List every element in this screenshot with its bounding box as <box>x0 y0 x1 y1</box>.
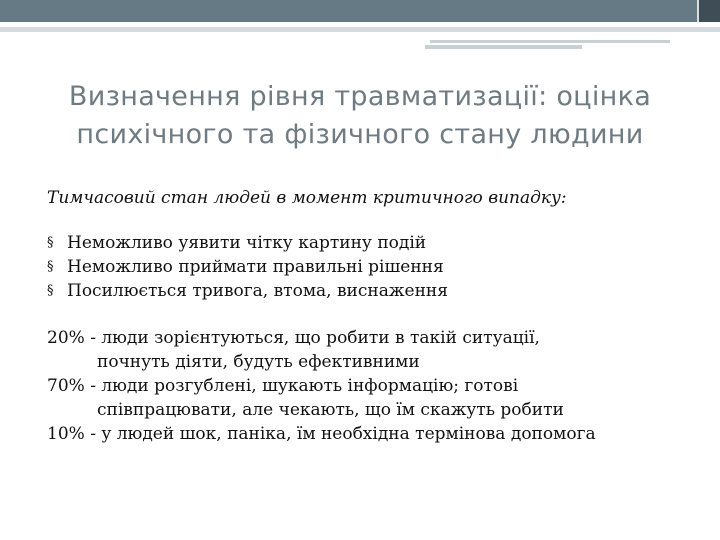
header-divider-line <box>0 27 720 32</box>
bullet-text: Посилюється тривога, втома, виснаження <box>67 281 448 301</box>
bullet-item <box>47 231 687 255</box>
statistic-item <box>47 326 687 374</box>
statistics-block <box>47 326 687 446</box>
decorative-line-lower <box>425 45 582 49</box>
slide-title <box>40 78 680 154</box>
bullet-item <box>47 279 687 303</box>
header-corner-block <box>697 0 720 22</box>
decorative-line-upper <box>430 40 670 43</box>
statistic-line: 70% - люди розгублені, шукають інформацію; готові <box>47 376 519 396</box>
header-band <box>0 0 720 22</box>
bullet-marker-icon: § <box>47 259 54 274</box>
statistic-item <box>47 422 687 446</box>
statistic-line: 10% - у людей шок, паніка, їм необхідна термінова допомога <box>47 424 596 444</box>
bullet-list <box>47 231 687 303</box>
statistic-line: 20% - люди зорієнтуються, що робити в такій ситуації, <box>47 328 540 348</box>
slide-title-line-2: психічного та фізичного стану людини <box>76 119 644 150</box>
bullet-marker-icon: § <box>47 235 54 250</box>
statistic-item <box>47 374 687 422</box>
statistic-continuation: співпрацювати, але чекають, що їм скажуть робити <box>97 400 564 420</box>
slide-content <box>47 186 687 446</box>
slide-title-line-1: Визначення рівня травматизації: оцінка <box>68 81 652 112</box>
bullet-text: Неможливо приймати правильні рішення <box>67 257 444 277</box>
bullet-marker-icon: § <box>47 283 54 298</box>
bullet-item <box>47 255 687 279</box>
slide-subtitle: Тимчасовий стан людей в момент критичного випадку: <box>47 188 567 208</box>
bullet-text: Неможливо уявити чітку картину подій <box>67 233 427 253</box>
statistic-continuation: почнуть діяти, будуть ефективними <box>97 352 420 372</box>
